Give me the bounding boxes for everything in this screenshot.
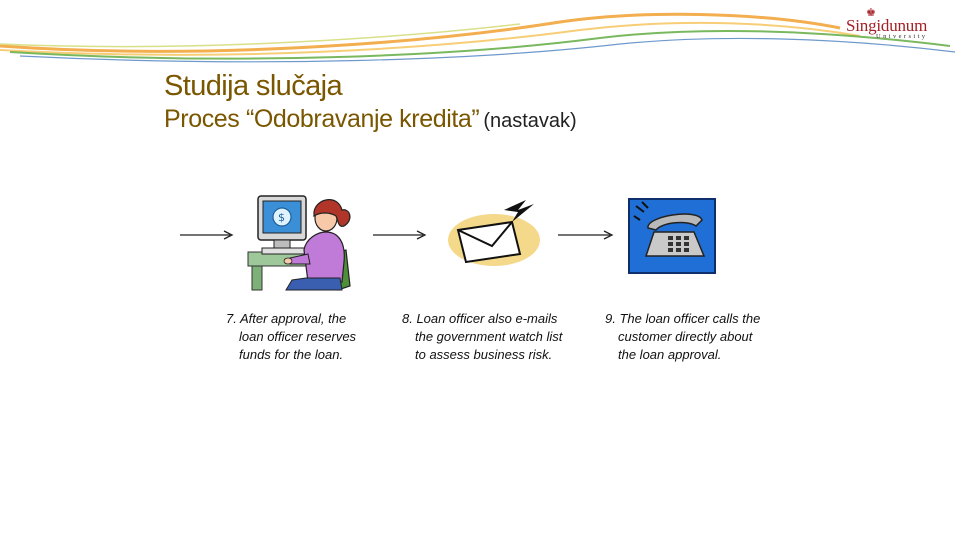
flow-arrow-icon [180,229,234,241]
logo-subtitle: University [876,33,928,40]
email-envelope-icon [442,196,542,270]
slide-subtitle-main: Proces “Odobravanje kredita” [164,105,480,133]
slide-title-block [164,68,577,136]
caption-line: 8. Loan officer also e-mails [402,311,558,326]
logo-name: Singidunum [846,16,928,35]
slide-subtitle-suffix: (nastavak) [483,110,577,132]
logo-crest-icon: ♚ [866,6,876,19]
slide-title: Studija slučaja [164,70,342,102]
flow-arrow-icon [558,229,614,241]
telephone-icon [628,198,716,274]
step-7-caption [226,310,356,364]
header-swoosh-decoration [0,0,960,75]
caption-line: loan officer reserves [239,329,357,344]
step-8-caption [402,310,562,364]
caption-line: 7. After approval, the [226,311,347,326]
caption-line: the loan approval. [618,347,722,362]
svg-text:$: $ [278,211,285,224]
flow-arrow-icon [373,229,427,241]
step-9-caption [605,310,760,364]
slide-subtitle [164,104,577,136]
caption-line: the government watch list [415,329,563,344]
caption-line: 9. The loan officer calls the [605,311,761,326]
university-logo [842,6,942,42]
caption-line: to assess business risk. [415,347,553,362]
caption-line: customer directly about [618,329,753,344]
caption-line: funds for the loan. [239,347,344,362]
person-at-computer-icon [246,190,358,294]
